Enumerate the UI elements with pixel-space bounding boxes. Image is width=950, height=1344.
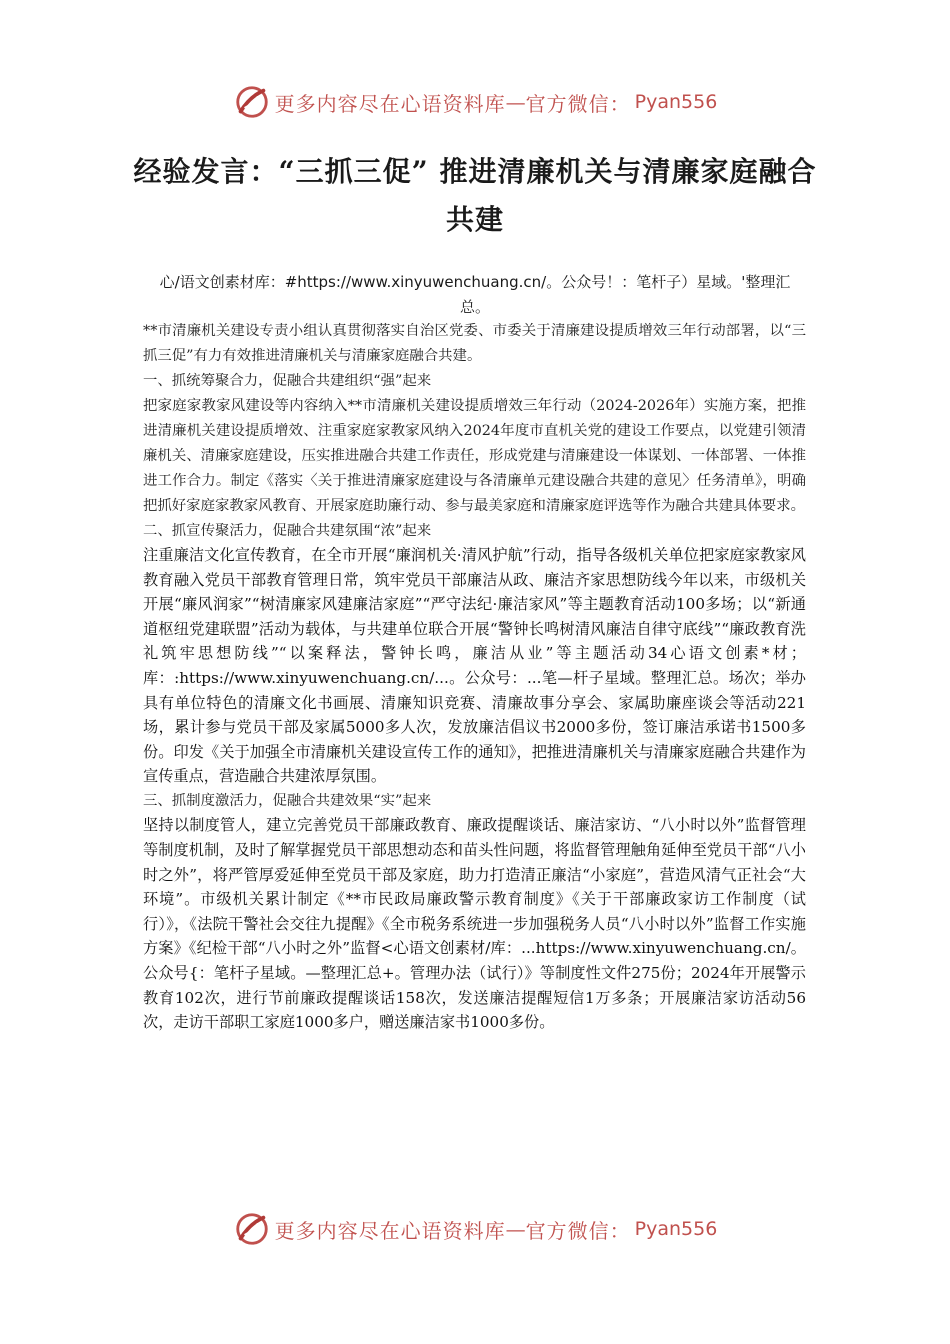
footer-banner-dash: —: [505, 1217, 526, 1241]
footer-banner-text: 更多内容尽在心语资料库: [274, 1218, 506, 1243]
banner-wechat-id: Pyan556: [634, 91, 718, 113]
section-3-paragraph: 坚持以制度管人，建立完善党员干部廉政教育、廉政提醒谈话、廉洁家访、“八小时以外”监督管理等制度机制，及时了解掌握党员干部思想动态和苗头性问题，将监督管理触角延伸至党员干部“八小时之外”，将严管厚爱延伸至党员干部及家庭，助力打造清正廉洁“小家庭”，营造风清气正社会“大环境”。市级机关累计制定《**市民政局廉政警示教育制度》《关于干部廉政家访工作制度（试行）》，《法院干警社会交往九提醒》《全市税务系统进一步加强税务人员“八小时以外”监督工作实施方案》《纪检干部“八小时之外”监督<心语文创素材/库：...https://www.xinyuwenchuang.cn/。公众号{：笔杆子星域。—整理汇总+。管理办法（试行）》等制度性文件275份；2024年开展警示教育102次，进行节前廉政提醒谈话158次，发送廉洁提醒短信1万多条；开展廉洁家访活动56次，走访干部职工家庭1000多户，赠送廉洁家书1000多份。: [143, 816, 806, 1032]
footer-banner-wechat-id: Pyan556: [634, 1218, 718, 1240]
section-2-heading: 二、抓宣传聚活力，促融合共建氛围“浓”起来: [143, 522, 432, 539]
section-2-paragraph: 注重廉洁文化宣传教育，在全市开展“廉润机关·清风护航”行动，指导各级机关单位把家庭家教家风教育融入党员干部教育管理日常，筑牢党员干部廉洁从政、廉洁齐家思想防线今年以来，市级机关开展“廉风润家”“树清廉家风建廉洁家庭”“严守法纪·廉洁家风”等主题教育活动100多场；以“新通道枢纽党建联盟”活动为载体，与共建单位联合开展“警钟长鸣树清风廉洁自律守底线”“廉政教育洗礼筑牢思想防线”“以案释法，警钟长鸣，廉洁从业”等主题活动34心语文创素*材；库：:https://www.xinyuwenchuang.cn/...。公众号：...笔—杆子星域。整理汇总。场次；举办具有单位特色的清廉文化书画展、清廉知识竞赛、清廉故事分享会、家属助廉座谈会等活动221场，累计参与党员干部及家属5000多人次，发放廉洁倡议书2000多份，签订廉洁承诺书1500多份。印发《关于加强全市清廉机关建设宣传工作的通知》，把推进清廉机关与清廉家庭融合共建作为宣传重点，营造融合共建浓厚氛围。: [143, 546, 806, 786]
footer-banner: [0, 1209, 950, 1249]
section-1-paragraph: 把家庭家教家风建设等内容纳入**市清廉机关建设提质增效三年行动（2024-2026年）实施方案，把推进清廉机关建设提质增效、注重家庭家教家风纳入2024年度市直机关党的建设工作要点，以党建引领清廉机关、清廉家庭建设，压实推进融合共建工作责任，形成党建与清廉建设一体谋划、一体部署、一体推进工作合力。制定《落实〈关于推进清廉家庭建设与各清廉单元建设融合共建的意见〉任务清单》，明确把抓好家庭家教家风教育、开展家庭助廉行动、参与最美家庭和清廉家庭评选等作为融合共建具体要求。: [143, 397, 806, 514]
banner-wechat-label: 官方微信：: [525, 91, 631, 116]
intro-paragraph: **市清廉机关建设专责小组认真贯彻落实自治区党委、市委关于清廉建设提质增效三年行动部署，以“三抓三促”有力有效推进清廉机关与清廉家庭融合共建。: [143, 323, 806, 364]
footer-banner-wechat-label: 官方微信：: [525, 1218, 631, 1243]
document-title: 经验发言：“三抓三促” 推进清廉机关与清廉家庭融合共建: [133, 155, 817, 236]
brush-logo-icon: [233, 83, 271, 121]
source-note: 心/语文创素材库：#https://www.xinyuwenchuang.cn/。公众号！：笔杆子）星域。'整理汇总。: [159, 273, 791, 316]
section-3-heading: 三、抓制度激活力，促融合共建效果“实”起来: [143, 792, 432, 809]
document-body: [143, 319, 806, 1035]
banner-text: 更多内容尽在心语资料库: [274, 91, 506, 116]
section-1-heading: 一、抓统筹聚合力，促融合共建组织“强”起来: [143, 373, 432, 389]
banner-dash: —: [505, 90, 526, 114]
header-banner: [0, 82, 950, 122]
brush-logo-icon: [233, 1210, 271, 1248]
